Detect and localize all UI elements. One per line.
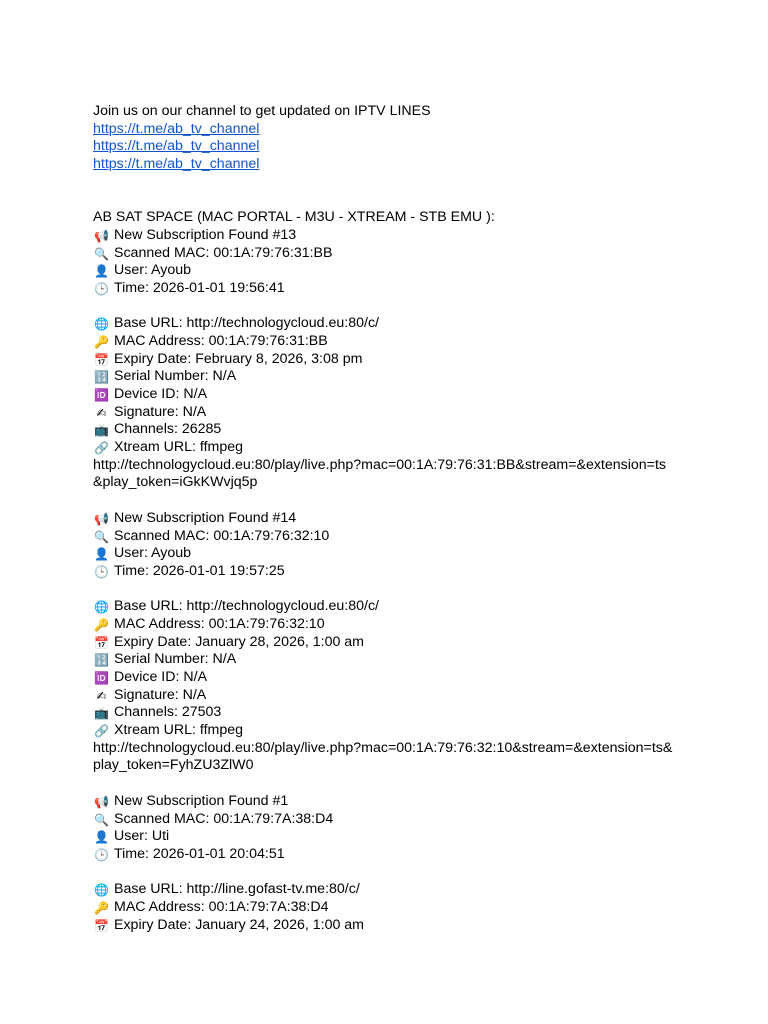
subscription-entry [93,510,693,775]
link-icon: 🔗 [94,441,109,456]
user-icon: 👤 [94,830,109,845]
scanned-mac: Scanned MAC: 00:1A:79:7A:38:D4 [114,810,334,827]
writing-hand-icon: ✍ [96,688,107,703]
tv-icon: 📺 [94,706,109,721]
document-page [93,103,693,934]
user-text: User: Ayoub [114,545,192,562]
time-text: Time: 2026-01-01 19:56:41 [114,279,285,296]
tv-icon: 📺 [94,423,109,438]
channels: Channels: 26285 [114,421,222,438]
time-text: Time: 2026-01-01 19:57:25 [114,562,285,579]
globe-icon: 🌐 [94,600,109,615]
user-text: User: Ayoub [114,262,192,279]
calendar-icon: 📅 [94,352,109,367]
xtream-label: Xtream URL: ffmpeg [114,722,244,739]
clock-icon: 🕒 [94,281,109,296]
megaphone-icon: 📢 [94,511,109,526]
time-text: Time: 2026-01-01 20:04:51 [114,845,285,862]
magnifier-icon: 🔍 [94,529,109,544]
channel-link[interactable]: https://t.me/ab_tv_channel [93,138,260,155]
found-text: New Subscription Found #1 [114,792,289,809]
xtream-url-cont: &play_token=iGkKWvjq5p [93,474,258,491]
key-icon: 🔑 [94,617,109,632]
id-icon: 🆔 [94,671,109,686]
key-icon: 🔑 [94,900,109,915]
xtream-url: http://technologycloud.eu:80/play/live.php?mac=00:1A:79:76:31:BB&stream=&extension=ts [93,456,667,473]
base-url: Base URL: http://line.gofast-tv.me:80/c/ [114,881,360,898]
channel-link[interactable]: https://t.me/ab_tv_channel [93,156,260,173]
expiry-date: Expiry Date: January 24, 2026, 1:00 am [114,916,364,933]
xtream-label: Xtream URL: ffmpeg [114,439,244,456]
expiry-date: Expiry Date: February 8, 2026, 3:08 pm [114,350,363,367]
id-icon: 🆔 [94,388,109,403]
numbers-icon: 🔢 [94,370,109,385]
calendar-icon: 📅 [94,918,109,933]
subscription-entry [93,793,693,935]
writing-hand-icon: ✍ [96,405,107,420]
magnifier-icon: 🔍 [94,246,109,261]
user-icon: 👤 [94,547,109,562]
globe-icon: 🌐 [94,883,109,898]
found-text: New Subscription Found #13 [114,226,297,243]
expiry-date: Expiry Date: January 28, 2026, 1:00 am [114,633,364,650]
globe-icon: 🌐 [94,317,109,332]
magnifier-icon: 🔍 [94,812,109,827]
scanned-mac: Scanned MAC: 00:1A:79:76:32:10 [114,527,330,544]
device-id: Device ID: N/A [114,669,208,686]
numbers-icon: 🔢 [94,653,109,668]
link-icon: 🔗 [94,724,109,739]
clock-icon: 🕒 [94,847,109,862]
source-title: AB SAT SPACE (MAC PORTAL - M3U - XTREAM - STB EMU ): [93,209,495,226]
mac-address: MAC Address: 00:1A:79:76:31:BB [114,332,328,349]
key-icon: 🔑 [94,334,109,349]
mac-address: MAC Address: 00:1A:79:7A:38:D4 [114,898,329,915]
xtream-url-cont: play_token=FyhZU3ZlW0 [93,757,254,774]
scanned-mac: Scanned MAC: 00:1A:79:76:31:BB [114,244,333,261]
subscription-entry [93,227,693,492]
device-id: Device ID: N/A [114,386,208,403]
channels: Channels: 27503 [114,704,222,721]
serial-number: Serial Number: N/A [114,651,237,668]
user-text: User: Uti [114,828,170,845]
intro-text: Join us on our channel to get updated on IPTV LINES [93,103,431,119]
channel-link[interactable]: https://t.me/ab_tv_channel [93,120,260,137]
user-icon: 👤 [94,264,109,279]
megaphone-icon: 📢 [94,794,109,809]
clock-icon: 🕒 [94,564,109,579]
calendar-icon: 📅 [94,635,109,650]
xtream-url: http://technologycloud.eu:80/play/live.php?mac=00:1A:79:76:32:10&stream=&extension=ts& [93,739,673,756]
base-url: Base URL: http://technologycloud.eu:80/c/ [114,315,379,332]
base-url: Base URL: http://technologycloud.eu:80/c/ [114,598,379,615]
megaphone-icon: 📢 [94,228,109,243]
mac-address: MAC Address: 00:1A:79:76:32:10 [114,615,325,632]
serial-number: Serial Number: N/A [114,368,237,385]
signature: Signature: N/A [114,403,207,420]
signature: Signature: N/A [114,686,207,703]
found-text: New Subscription Found #14 [114,509,297,526]
